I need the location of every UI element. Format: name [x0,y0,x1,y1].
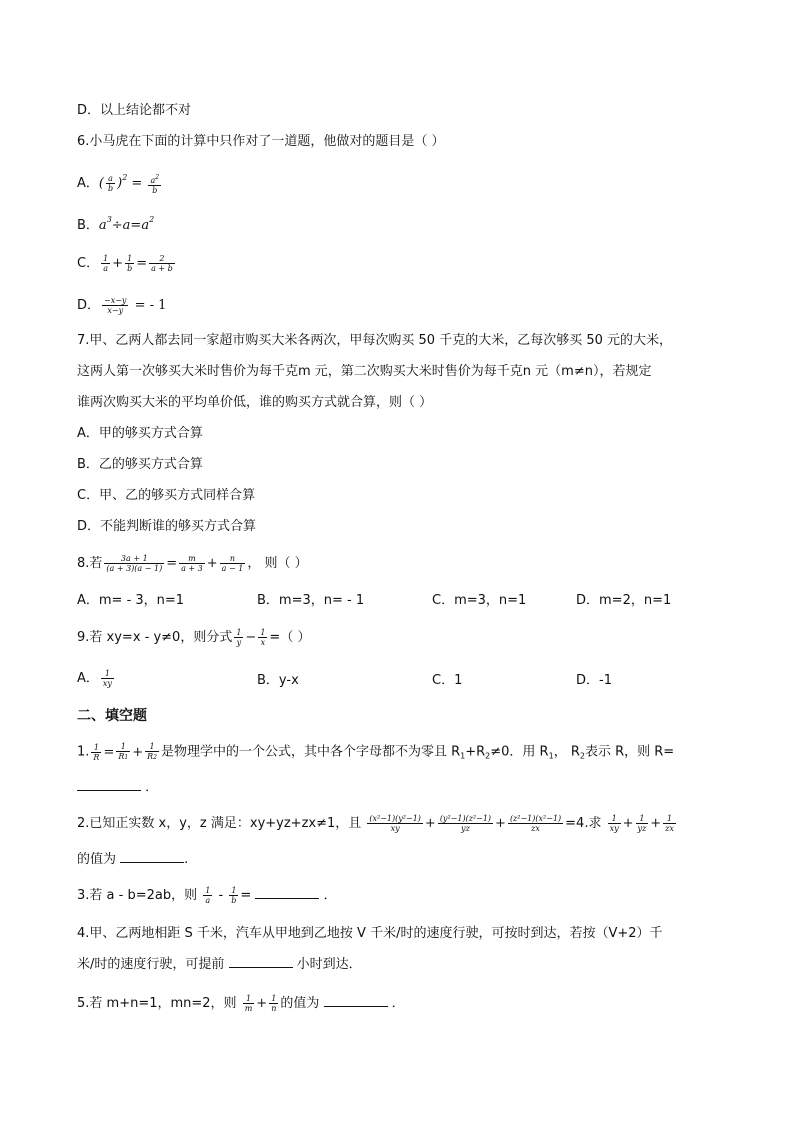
option-label: C． [77,256,100,271]
fill-2-stem: 2.已知正实数 x，y，z 满足：xy+yz+zx≠1，且 $\frac{\text{(x²−1)(y²−1)}}{xy}$ + $\frac{\text{(y²−1)(z²−1)}}{yz}$ + $\frac{\text{(z²−1)(x²−1)}}{zx}$ =4.求 $\frac{1}{xy}$ + $\frac{1}{yz}$ + $\frac{1}{zx}$ [77,814,674,833]
q9-option-c: C．1 [432,673,463,688]
q7-option-c: C．甲、乙的够买方式同样合算 [77,488,256,503]
q6-stem: 6.小马虎在下面的计算中只作对了一道题，他做对的题目是（ ） [77,134,445,149]
q7-stem-line2: 这两人第一次够买大米时售价为每千克m 元，第二次购买大米时售价为每千克n 元（m≠n），若规定 [77,364,652,379]
option-label: B． [77,218,99,233]
option-label: A． [77,176,99,191]
q5-option-d: D．以上结论都不对 [77,103,192,118]
q9-option-a: A． $\frac{1}{xy}$ [77,669,112,688]
answer-blank[interactable] [77,778,141,791]
answer-blank[interactable] [255,886,319,899]
q8-option-d: D．m=2，n=1 [576,593,672,608]
q9-stem: 9.若 xy=x - y≠0，则分式 $\frac{1}{y}$ − $\frac{1}{x}$ =（ ） [77,628,311,647]
fill-3-stem: 3.若 a - b=2ab，则 $\frac{1}{a}$ - $\frac{1}{b}$ = ． [77,886,337,905]
q8-option-c: C．m=3，n=1 [432,593,527,608]
q7-option-d: D．不能判断谁的够买方式合算 [77,519,257,534]
answer-blank[interactable] [120,850,184,863]
answer-blank[interactable] [324,994,388,1007]
q7-option-a: A．甲的够买方式合算 [77,426,203,441]
fill-1-answer: ． [77,778,158,798]
q6-option-c [77,254,177,274]
q6-option-d [77,296,166,316]
q6-option-b [77,210,154,236]
formula: $\frac{3a + 1}{(a + 3)(a - 1)}$ = $\frac{m}{a + 3}$ + $\frac{n}{a - 1}$ [106,554,244,573]
formula: $\frac{-x-y}{x-y}$ = - 1 [104,296,167,315]
fill-1-stem: 1. $\frac{1}{R}$ = $\frac{1}{R1}$ + $\frac{1}{R2}$ 是物理学中的一个公式，其中各个字母都不为零且 $R_1+R_2\ne 0$．用 $R_1$， $R_2$表示 R，则 R= [77,742,675,762]
q6-option-a [77,168,163,195]
q9-option-d: D．-1 [576,673,612,688]
formula: $a^3\div a=a^2$ [98,215,155,233]
q9-option-b: B．y-x [257,673,299,688]
q7-stem-line3: 谁两次购买大米的平均单价低，谁的购买方式就合算，则（ ） [77,395,433,410]
option-label: D． [77,298,101,313]
fill-2-answer: 的值为 . [77,852,189,867]
q7-stem-line1: 7.甲、乙两人都去同一家超市购买大米各两次，甲每次购买 50 千克的大米，乙每次够买 50 元的大米， [77,333,673,348]
q7-option-b: B．乙的够买方式合算 [77,457,203,472]
fill-5-stem: 5.若 m+n=1，mn=2，则 $\frac{1}{m}$ + $\frac{1}{n}$ 的值为 ． [77,994,405,1013]
formula: $\frac{1}{a}$ + $\frac{1}{b}$ = $\frac{2}{a + b}$ [103,254,173,273]
fill-4-stem-line2: 米/时的速度行驶，可提前 小时到达． [77,957,362,972]
q8-stem: 8.若 $\frac{3a + 1}{(a + 3)(a - 1)}$ = $\frac{m}{a + 3}$ + $\frac{n}{a - 1}$ ， 则（ ） [77,554,308,573]
formula: $\frac{1}{y}$ − $\frac{1}{x}$ [236,628,266,647]
fill-4-stem-line1: 4.甲、乙两地相距 S 千米，汽车从甲地到乙地按 V 千米/时的速度行驶，可按时到达，若按（V+2）千 [77,926,663,941]
formula: ( $\frac{a}{b}$ )$^2$ = $\frac{a^2}{b}$ [98,173,160,195]
q8-option-b: B．m=3，n= - 1 [257,593,365,608]
section-title: 二、填空题 [77,708,147,724]
q8-option-a: A．m= - 3，n=1 [77,593,185,608]
answer-blank[interactable] [229,955,293,968]
